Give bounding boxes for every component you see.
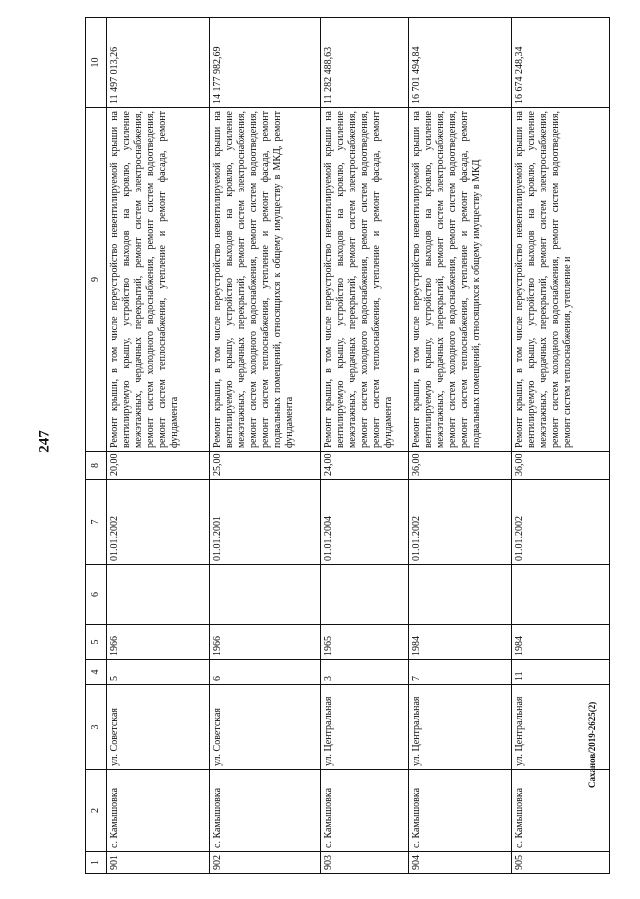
build-year: 1966 bbox=[210, 625, 321, 660]
empty-cell bbox=[409, 565, 512, 625]
cost: 14 177 982,69 bbox=[210, 18, 321, 108]
build-year: 1984 bbox=[512, 625, 610, 660]
header-cell: 9 bbox=[86, 108, 107, 452]
header-cell: 2 bbox=[86, 770, 107, 852]
date: 01.01.2002 bbox=[409, 480, 512, 565]
cost: 16 674 248,34 bbox=[512, 18, 610, 108]
street: ул. Советская bbox=[107, 685, 210, 770]
table-row bbox=[210, 18, 321, 874]
percent: 24,00 bbox=[321, 452, 409, 480]
house-number: 3 bbox=[321, 660, 409, 685]
header-cell: 7 bbox=[86, 480, 107, 565]
street: ул. Советская bbox=[210, 685, 321, 770]
header-cell: 1 bbox=[86, 852, 107, 874]
date: 01.01.2002 bbox=[107, 480, 210, 565]
date: 01.01.2004 bbox=[321, 480, 409, 565]
work-description: Ремонт крыши, в том числе переустройство невентилируемой крыши на вентилируемую крышу, устройство выходов на кровлю, усиление межэтажных, чердачных перекрытий, ремонт систем электроснабжения, ремонт систем холодного водоснабжения, ремонт систем водоотведения, ремонт систем теплоснабжения, утепление и bbox=[512, 108, 610, 452]
house-number: 7 bbox=[409, 660, 512, 685]
work-description: Ремонт крыши, в том числе переустройство невентилируемой крыши на вентилируемую крышу, устройство выходов на кровлю, усиление межэтажных, чердачных перекрытий, ремонт систем электроснабжения, ремонт систем холодного водоснабжения, ремонт систем водоотведения, ремонт систем теплоснабжения, утепление и ремонт фасада, ремонт фундамента bbox=[107, 108, 210, 452]
settlement: с. Камышовка bbox=[512, 770, 610, 852]
page-number: 247 bbox=[36, 430, 53, 453]
row-number: 903 bbox=[321, 852, 409, 874]
percent: 25,00 bbox=[210, 452, 321, 480]
row-number: 901 bbox=[107, 852, 210, 874]
cost: 11 497 013,26 bbox=[107, 18, 210, 108]
street: ул. Центральная bbox=[512, 685, 610, 770]
percent: 36,00 bbox=[409, 452, 512, 480]
header-cell: 3 bbox=[86, 685, 107, 770]
settlement: с. Камышовка bbox=[321, 770, 409, 852]
street: ул. Центральная bbox=[321, 685, 409, 770]
date: 01.01.2002 bbox=[512, 480, 610, 565]
row-number: 905 bbox=[512, 852, 610, 874]
header-cell: 8 bbox=[86, 452, 107, 480]
cost: 16 701 494,84 bbox=[409, 18, 512, 108]
percent: 36,00 bbox=[512, 452, 610, 480]
build-year: 1966 bbox=[107, 625, 210, 660]
percent: 20,00 bbox=[107, 452, 210, 480]
table-row bbox=[321, 18, 409, 874]
empty-cell bbox=[321, 565, 409, 625]
house-number: 6 bbox=[210, 660, 321, 685]
rotated-page bbox=[85, 18, 621, 874]
settlement: с. Камышовка bbox=[210, 770, 321, 852]
repair-program-table bbox=[85, 17, 610, 874]
empty-cell bbox=[107, 565, 210, 625]
settlement: с. Камышовка bbox=[409, 770, 512, 852]
date: 01.01.2001 bbox=[210, 480, 321, 565]
header-row bbox=[86, 18, 107, 874]
row-number: 902 bbox=[210, 852, 321, 874]
header-cell: 4 bbox=[86, 660, 107, 685]
build-year: 1965 bbox=[321, 625, 409, 660]
build-year: 1984 bbox=[409, 625, 512, 660]
table-row bbox=[107, 18, 210, 874]
empty-cell bbox=[210, 565, 321, 625]
header-cell: 10 bbox=[86, 18, 107, 108]
table-row bbox=[409, 18, 512, 874]
work-description: Ремонт крыши, в том числе переустройство невентилируемой крыши на вентилируемую крышу, устройство выходов на кровлю, усиление межэтажных, чердачных перекрытий, ремонт систем электроснабжения, ремонт систем холодного водоснабжения, ремонт систем водоотведения, ремонт систем теплоснабжения, утепление и ремонт фасада, ремонт подвальных помещений, относящихся к общему имуществу в МКД bbox=[409, 108, 512, 452]
cost: 11 282 488,63 bbox=[321, 18, 409, 108]
house-number: 11 bbox=[512, 660, 610, 685]
settlement: с. Камышовка bbox=[107, 770, 210, 852]
header-cell: 5 bbox=[86, 625, 107, 660]
header-cell: 6 bbox=[86, 565, 107, 625]
work-description: Ремонт крыши, в том числе переустройство невентилируемой крыши на вентилируемую крышу, устройство выходов на кровлю, усиление межэтажных, чердачных перекрытий, ремонт систем электроснабжения, ремонт систем холодного водоснабжения, ремонт систем водоотведения, ремонт систем теплоснабжения, утепление и ремонт фасада, ремонт подвальных помещений, относящихся к общему имуществу в МКД, ремонт фундамента bbox=[210, 108, 321, 452]
house-number: 5 bbox=[107, 660, 210, 685]
footer-code: Саханов/2019-2625(2) bbox=[587, 701, 597, 788]
street: ул. Центральная bbox=[409, 685, 512, 770]
work-description: Ремонт крыши, в том числе переустройство невентилируемой крыши на вентилируемую крышу, устройство выходов на кровлю, усиление межэтажных, чердачных перекрытий, ремонт систем электроснабжения, ремонт систем холодного водоснабжения, ремонт систем водоотведения, ремонт систем теплоснабжения, утепление и ремонт фасада, ремонт фундамента bbox=[321, 108, 409, 452]
row-number: 904 bbox=[409, 852, 512, 874]
